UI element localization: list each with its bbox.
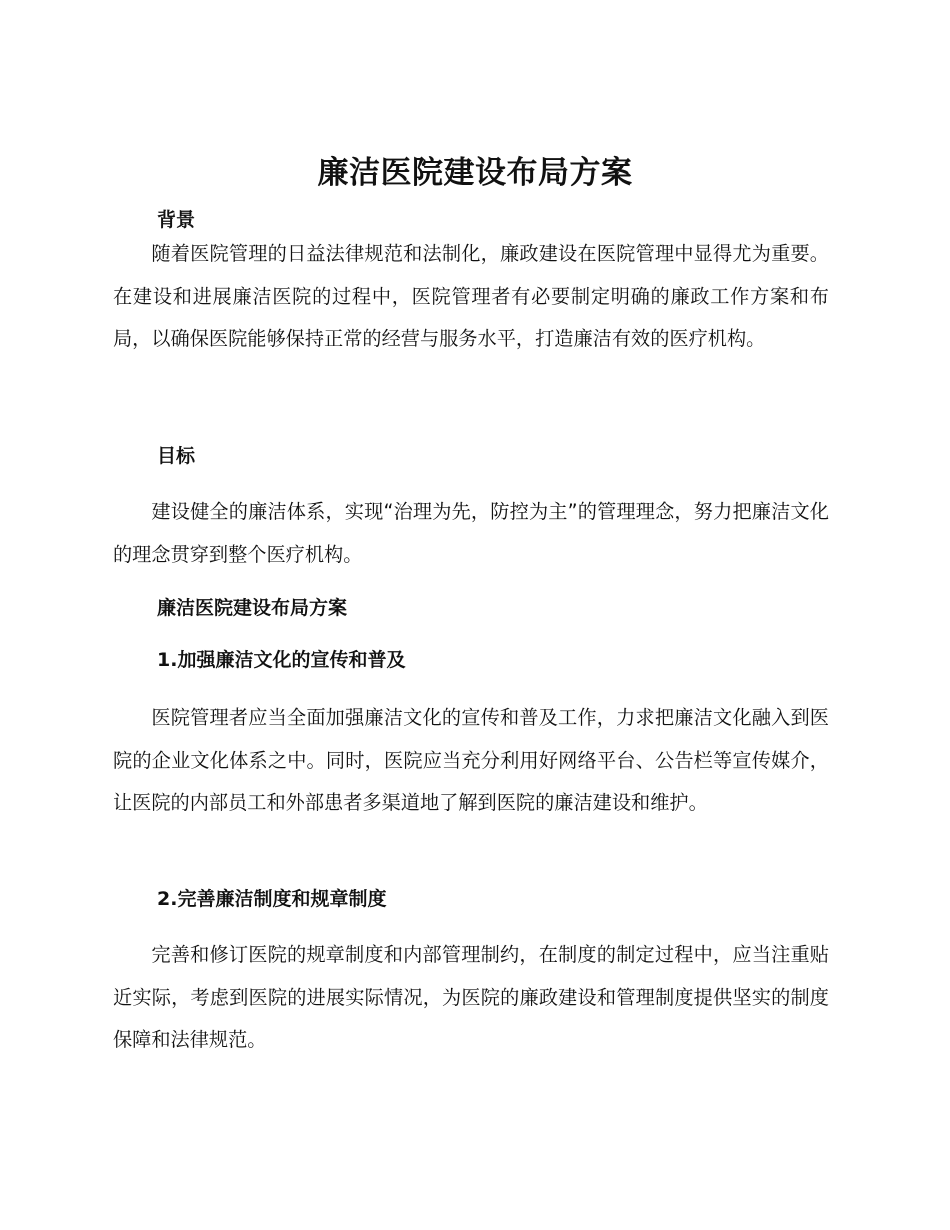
section-paragraph-goal: 建设健全的廉洁体系，实现“治理为先，防控为主”的管理理念，努力把廉洁文化的理念贯穿到整个医疗机构。 xyxy=(113,500,829,566)
section-heading-goal: 目标 xyxy=(157,445,196,467)
section-heading-culture-promotion: 1.加强廉洁文化的宣传和普及 xyxy=(157,649,406,671)
section-heading-plan: 廉洁医院建设布局方案 xyxy=(157,597,348,619)
section-heading-background: 背景 xyxy=(157,209,196,231)
section-paragraph-regulations: 完善和修订医院的规章制度和内部管理制约，在制度的制定过程中，应当注重贴近实际，考虑到医院的进展实际情况，为医院的廉政建设和管理制度提供坚实的制度保障和法律规范。 xyxy=(113,943,829,1052)
section-heading-regulations: 2.完善廉洁制度和规章制度 xyxy=(157,888,387,910)
document-title: 廉洁医院建设布局方案 xyxy=(317,155,633,191)
section-paragraph-culture-promotion: 医院管理者应当全面加强廉洁文化的宣传和普及工作，力求把廉洁文化融入到医院的企业文化体系之中。同时，医院应当充分利用好网络平台、公告栏等宣传媒介，让医院的内部员工和外部患者多渠道地了解到医院的廉洁建设和维护。 xyxy=(113,706,829,815)
section-paragraph-background: 随着医院管理的日益法律规范和法制化，廉政建设在医院管理中显得尤为重要。在建设和进展廉洁医院的过程中，医院管理者有必要制定明确的廉政工作方案和布局，以确保医院能够保持正常的经营与服务水平，打造廉洁有效的医疗机构。 xyxy=(113,242,829,351)
